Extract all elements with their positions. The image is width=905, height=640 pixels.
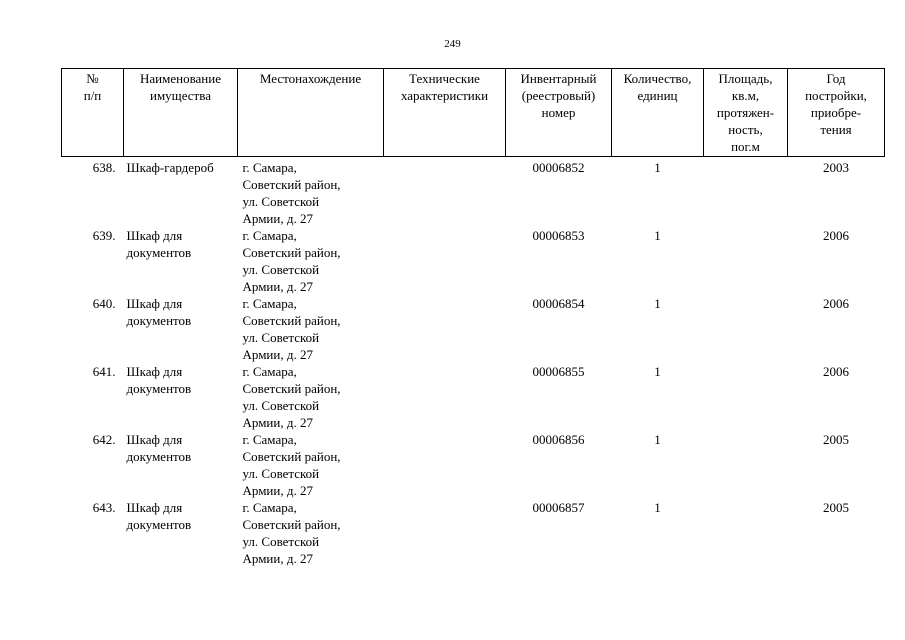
row-area — [704, 431, 788, 499]
row-inventory: 00006852 — [532, 160, 585, 175]
row-quantity: 1 — [654, 364, 661, 379]
row-year: 2005 — [823, 500, 849, 515]
row-tech — [384, 431, 506, 499]
row-inventory: 00006854 — [532, 296, 585, 311]
row-quantity: 1 — [654, 296, 661, 311]
header-name: Наименование имущества — [124, 69, 238, 157]
row-name: Шкаф-гардероб — [126, 160, 214, 175]
row-tech — [384, 363, 506, 431]
table-row — [62, 157, 885, 228]
row-area — [704, 499, 788, 567]
row-area — [704, 157, 788, 228]
row-year: 2006 — [823, 296, 849, 311]
row-location: г. Самара, Советский район, ул. Советской Армии, д. 27 — [242, 432, 341, 498]
header-area: Площадь, кв.м, протяжен- ность, пог.м — [704, 69, 788, 157]
row-quantity: 1 — [654, 432, 661, 447]
table-row — [62, 431, 885, 499]
header-year: Год постройки, приобре- тения — [788, 69, 885, 157]
row-area — [704, 227, 788, 295]
row-num: 641. — [92, 364, 116, 379]
row-quantity: 1 — [654, 160, 661, 175]
row-year: 2003 — [823, 160, 849, 175]
header-quantity: Количество, единиц — [612, 69, 704, 157]
row-year: 2006 — [823, 364, 849, 379]
row-num: 642. — [92, 432, 116, 447]
row-location: г. Самара, Советский район, ул. Советской Армии, д. 27 — [242, 228, 341, 294]
table-row — [62, 295, 885, 363]
row-year: 2005 — [823, 432, 849, 447]
row-name: Шкаф для документов — [126, 432, 192, 464]
row-name: Шкаф для документов — [126, 296, 192, 328]
table-row — [62, 499, 885, 567]
header-inventory: Инвентарный (реестровый) номер — [506, 69, 612, 157]
row-year: 2006 — [823, 228, 849, 243]
header-num: № п/п — [62, 69, 124, 157]
row-location: г. Самара, Советский район, ул. Советской Армии, д. 27 — [242, 296, 341, 362]
property-table — [61, 68, 885, 567]
row-num: 643. — [92, 500, 116, 515]
row-area — [704, 363, 788, 431]
row-tech — [384, 227, 506, 295]
row-inventory: 00006857 — [532, 500, 585, 515]
page-number: 249 — [444, 38, 461, 50]
row-name: Шкаф для документов — [126, 228, 192, 260]
row-location: г. Самара, Советский район, ул. Советской Армии, д. 27 — [242, 364, 341, 430]
row-tech — [384, 295, 506, 363]
row-quantity: 1 — [654, 228, 661, 243]
row-num: 638. — [92, 160, 116, 175]
table-row — [62, 227, 885, 295]
row-location: г. Самара, Советский район, ул. Советской Армии, д. 27 — [242, 500, 341, 566]
row-location: г. Самара, Советский район, ул. Советской Армии, д. 27 — [242, 160, 341, 226]
table-header-row — [62, 69, 885, 157]
row-tech — [384, 157, 506, 228]
row-name: Шкаф для документов — [126, 500, 192, 532]
header-location: Местонахождение — [238, 69, 384, 157]
row-area — [704, 295, 788, 363]
header-tech: Технические характеристики — [384, 69, 506, 157]
row-inventory: 00006855 — [532, 364, 585, 379]
row-inventory: 00006856 — [532, 432, 585, 447]
row-tech — [384, 499, 506, 567]
table-row — [62, 363, 885, 431]
row-num: 640. — [92, 296, 116, 311]
row-name: Шкаф для документов — [126, 364, 192, 396]
row-inventory: 00006853 — [532, 228, 585, 243]
row-num: 639. — [92, 228, 116, 243]
row-quantity: 1 — [654, 500, 661, 515]
